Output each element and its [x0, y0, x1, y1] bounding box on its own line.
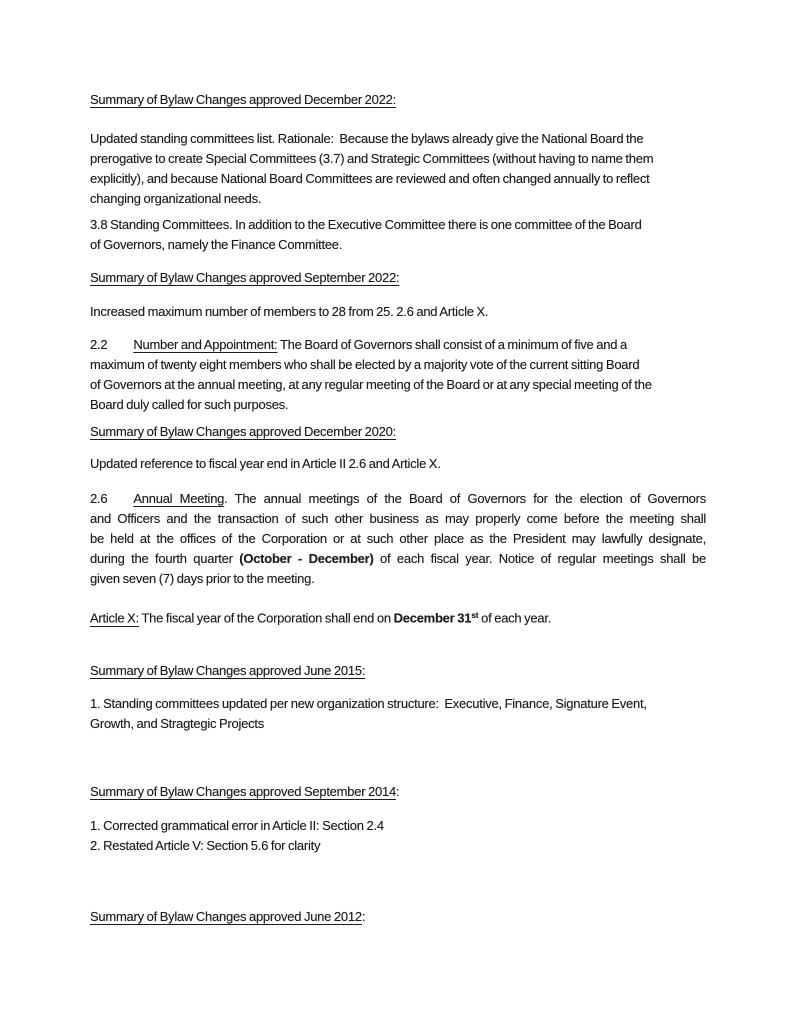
- text-line: [90, 714, 706, 734]
- para-2014-corrections: [90, 816, 706, 856]
- text-line: [90, 489, 706, 509]
- text-run: maximum of twenty eight members who shall be elected by a majority vote of the current sitting Board: [90, 357, 640, 372]
- text-line: [90, 907, 706, 927]
- text-run: of each fiscal year. Notice of regular meetings shall be: [373, 551, 706, 566]
- text-run: 1. Corrected grammatical error in Article II: Section 2.4: [90, 817, 384, 833]
- text-run: during the fourth quarter: [90, 551, 240, 566]
- para-article-x-fiscal-year: [90, 605, 706, 629]
- text-line: [90, 549, 706, 569]
- text-run: Growth, and Stragtegic Projects: [90, 715, 264, 731]
- text-run: of Governors at the annual meeting, at any regular meeting of the Board or at any special meeting of the: [90, 377, 652, 392]
- heading-june-2015: [90, 661, 706, 681]
- text-line: [90, 661, 706, 681]
- text-run: Updated reference to fiscal year end in Article II 2.6 and Article X.: [90, 456, 441, 471]
- text-run: explicitly), and because National Board Committees are reviewed and often changed annually to reflect: [90, 171, 650, 186]
- text-run: :: [361, 908, 366, 924]
- text-run: 1. Standing committees updated per new organization structure: Executive, Finance, Signature Event,: [90, 695, 647, 711]
- text-run: be held at the offices of the Corporation or at such other place as the President may lawfully designate,: [90, 531, 706, 546]
- text-line: [90, 395, 706, 415]
- heading-december-2020: [90, 422, 706, 442]
- text-line: [90, 816, 706, 836]
- bold-text: December 31: [393, 610, 472, 626]
- text-line: [90, 355, 706, 375]
- text-run: of Governors, namely the Finance Committee.: [90, 237, 343, 252]
- text-line: [90, 335, 706, 355]
- para-increased-members: [90, 302, 706, 322]
- para-3-8-standing-committees: [90, 215, 706, 255]
- text-line: [90, 215, 706, 235]
- text-run: prerogative to create Special Committees (3.7) and Strategic Committees (without having to name them: [90, 151, 654, 166]
- text-run: given seven (7) days prior to the meeting.: [90, 571, 315, 586]
- text-line: [90, 782, 706, 802]
- text-line: [90, 235, 706, 255]
- heading-june-2012: [90, 907, 706, 927]
- text-run: Board duly called for such purposes.: [90, 397, 289, 412]
- text-run: 2.6: [90, 491, 108, 506]
- text-line: [90, 569, 706, 589]
- text-line: [90, 268, 706, 288]
- text-line: [90, 375, 706, 395]
- underlined-text: Summary of Bylaw Changes approved June 2015:: [90, 662, 366, 678]
- para-standing-committees-update: [90, 129, 706, 209]
- text-line: [90, 836, 706, 856]
- underlined-text: Article X:: [90, 610, 139, 626]
- bold-text: st: [471, 610, 479, 620]
- text-line: [90, 509, 706, 529]
- underlined-text: Summary of Bylaw Changes approved December 2022:: [90, 92, 396, 107]
- heading-september-2014: [90, 782, 706, 802]
- text-line: [90, 302, 706, 322]
- text-run: . The annual meetings of the Board of Governors for the election of Governors: [224, 491, 706, 506]
- underlined-text: Summary of Bylaw Changes approved June 2012: [90, 908, 362, 924]
- text-line: [90, 189, 706, 209]
- text-line: [90, 529, 706, 549]
- text-run: The fiscal year of the Corporation shall end on: [138, 610, 394, 626]
- para-2015-standing-committees: [90, 694, 706, 734]
- text-run: and Officers and the transaction of such other business as may properly come before the meeting shall: [90, 511, 706, 526]
- underlined-text: Summary of Bylaw Changes approved September 2014: [90, 783, 396, 799]
- text-line: [90, 90, 706, 110]
- heading-december-2022: [90, 90, 706, 110]
- text-run: The Board of Governors shall consist of a minimum of five and a: [277, 337, 627, 352]
- text-run: of each year.: [478, 610, 552, 626]
- text-run: 2.2: [90, 337, 108, 352]
- text-run: Updated standing committees list. Rationale: Because the bylaws already give the National Board the: [90, 131, 644, 146]
- text-line: [90, 605, 706, 629]
- text-run: :: [395, 783, 400, 799]
- text-line: [90, 169, 706, 189]
- underlined-text: Summary of Bylaw Changes approved September 2022:: [90, 270, 400, 285]
- para-2-6-annual-meeting: [90, 489, 706, 589]
- underlined-text: Summary of Bylaw Changes approved December 2020:: [90, 424, 396, 439]
- bold-text: (October - December): [239, 551, 374, 566]
- text-line: [90, 422, 706, 442]
- text-line: [90, 454, 706, 474]
- underlined-text: Number and Appointment:: [133, 337, 278, 352]
- para-fiscal-year-reference: [90, 454, 706, 474]
- underlined-text: Annual Meeting: [133, 491, 225, 506]
- text-line: [90, 694, 706, 714]
- text-run: 2. Restated Article V: Section 5.6 for clarity: [90, 837, 321, 853]
- text-run: Increased maximum number of members to 28 from 25. 2.6 and Article X.: [90, 304, 489, 319]
- text-run: 3.8 Standing Committees. In addition to the Executive Committee there is one committee of the Board: [90, 217, 642, 232]
- text-run: changing organizational needs.: [90, 191, 262, 206]
- para-2-2-number-and-appointment: [90, 335, 706, 415]
- heading-september-2022: [90, 268, 706, 288]
- text-line: [90, 129, 706, 149]
- text-line: [90, 149, 706, 169]
